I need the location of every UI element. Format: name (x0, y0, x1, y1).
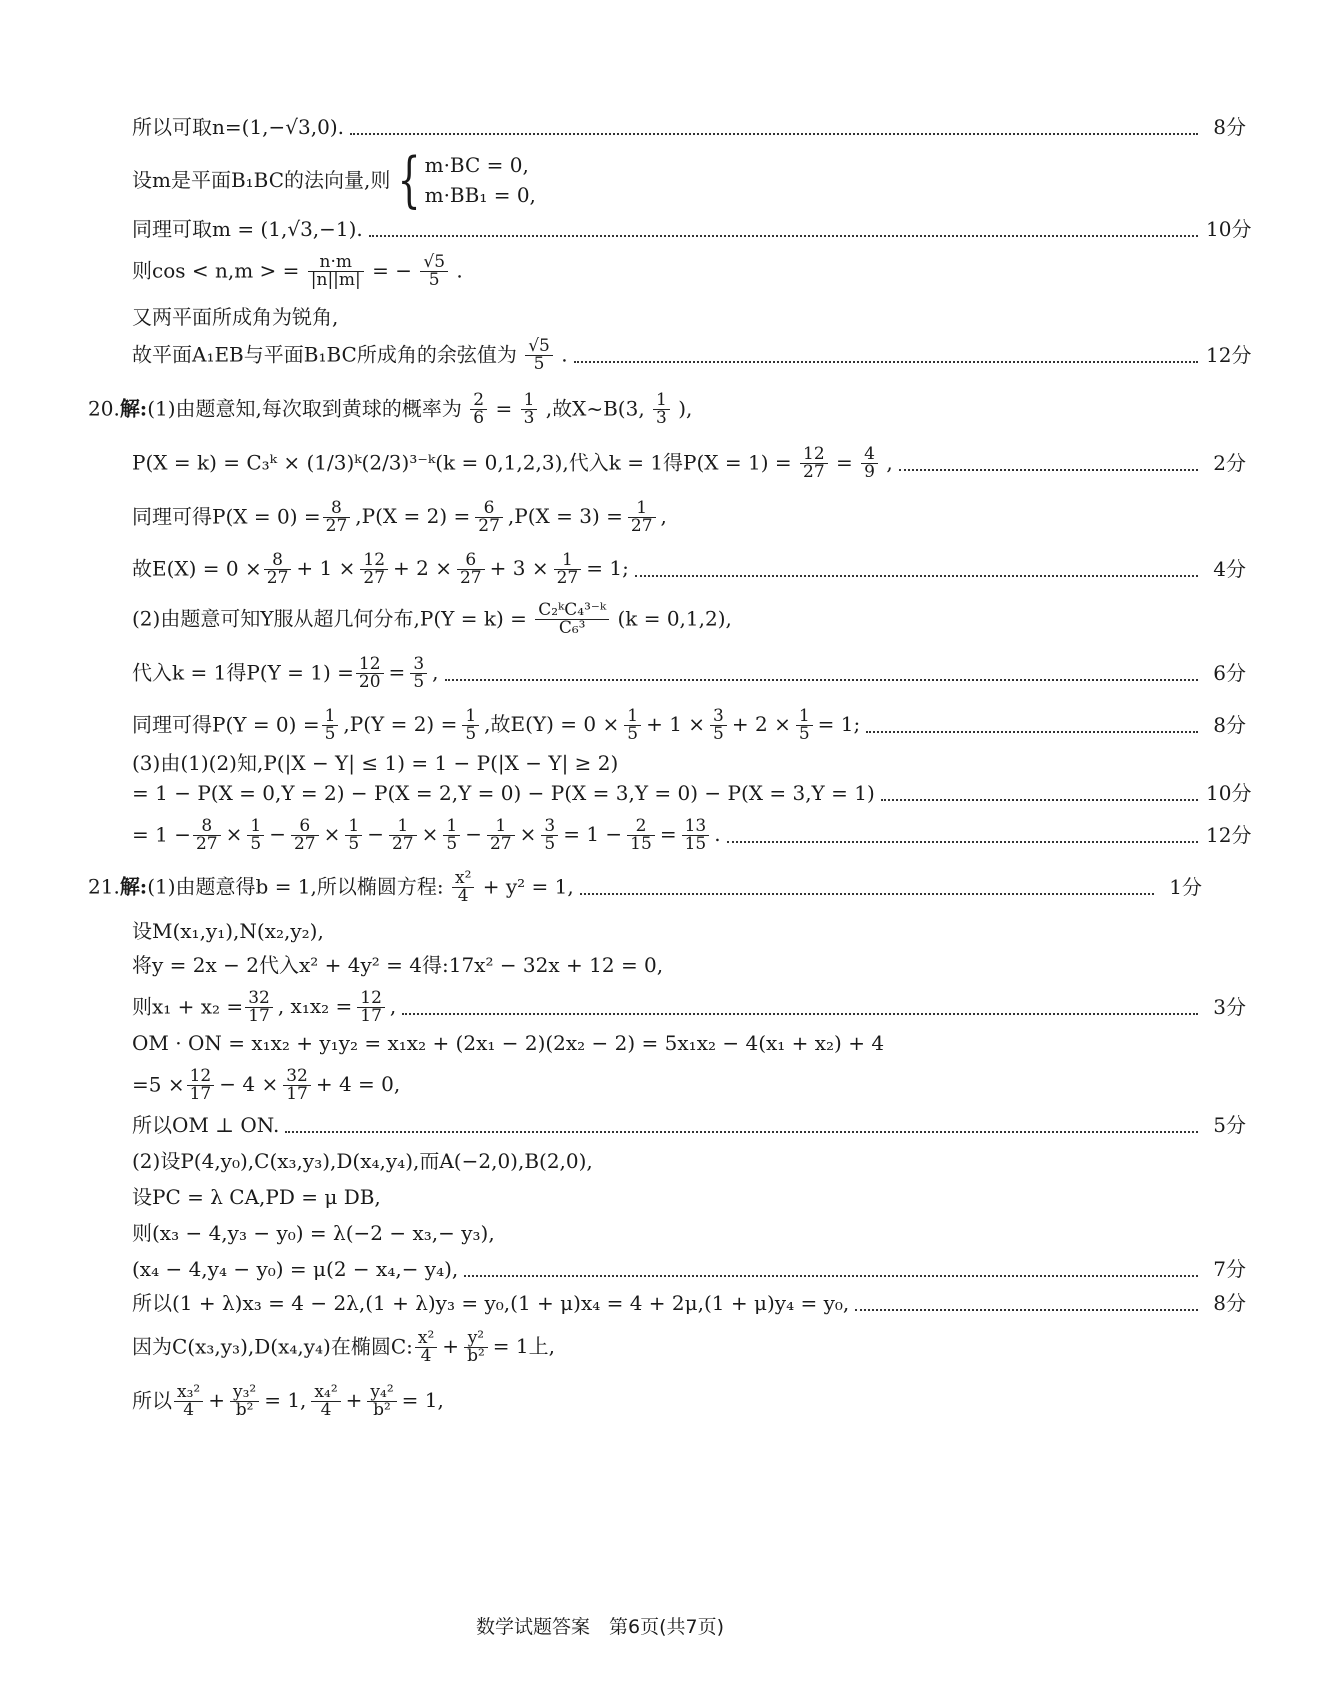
line-end: = 1; (586, 556, 629, 581)
line-3 (0, 218, 1332, 241)
line-end: = 1上, (492, 1334, 555, 1359)
operator: = (388, 660, 406, 685)
dot-leader (855, 1309, 1198, 1311)
line-end: , (660, 504, 667, 529)
fraction (628, 500, 656, 536)
denominator: 5 (446, 834, 458, 854)
line-text: 所以 (132, 1388, 172, 1413)
denominator: 17 (286, 1084, 308, 1104)
dot-leader (580, 893, 1154, 895)
line-text: 同理可取m = (1,√3,−1). (132, 217, 363, 241)
fraction (345, 818, 362, 854)
line-text: (x₄ − 4,y₄ − y₀) = μ(2 − x₄,− y₄), (132, 1257, 459, 1281)
numerator: 32 (283, 1068, 311, 1086)
operator: × (225, 822, 243, 847)
dot-leader (899, 469, 1198, 471)
line-17 (0, 870, 1288, 906)
score: 8分 (1213, 115, 1246, 139)
line-text-mid: ,故X~B(3, (545, 396, 645, 421)
fraction (291, 818, 319, 854)
operator: + (345, 1388, 363, 1413)
question-number: 21. (88, 874, 120, 899)
line-27 (0, 1258, 1332, 1281)
operator: × (323, 822, 341, 847)
line-end: . (561, 342, 568, 367)
denominator: 27 (195, 834, 218, 854)
operator: ,P(Y = 2) = (343, 712, 458, 737)
denominator: 17 (360, 1006, 382, 1026)
fraction (462, 708, 479, 744)
operator: + (208, 1388, 225, 1413)
score: 10分 (1206, 781, 1252, 805)
fraction (247, 818, 264, 854)
numerator: 1 (443, 818, 460, 836)
denominator: b² (467, 1346, 485, 1366)
numerator: 1 (462, 708, 479, 726)
numerator: 12 (187, 1068, 215, 1086)
line-1 (0, 116, 1332, 139)
numerator: 12 (360, 552, 388, 570)
denominator: 27 (266, 568, 289, 588)
numerator: n·m (308, 254, 364, 272)
operator: + 2 × (731, 712, 791, 737)
denominator: 15 (684, 834, 707, 854)
score: 2分 (1213, 451, 1246, 476)
fraction (800, 446, 828, 482)
question-number: 20. (88, 396, 120, 421)
operator: , x₁x₂ = (277, 994, 353, 1019)
numerator: 8 (264, 552, 292, 570)
denominator: 17 (189, 1084, 212, 1104)
fraction (627, 818, 655, 854)
operator: − (269, 822, 286, 847)
solution-label: 解: (119, 874, 148, 899)
system-eq-1: m·BC = 0, (424, 153, 529, 177)
denominator: 27 (630, 516, 653, 536)
numerator: 1 (653, 392, 670, 410)
numerator: 32 (245, 990, 273, 1008)
fraction (193, 818, 221, 854)
denominator: 27 (803, 462, 825, 482)
numerator: 1 (247, 818, 264, 836)
operator: + (442, 1334, 460, 1359)
line-25 (0, 1186, 1332, 1209)
line-text: 所以OM ⊥ ON. (132, 1113, 280, 1137)
line-end: , (389, 994, 397, 1019)
denominator: 5 (324, 724, 336, 744)
fraction (308, 254, 364, 290)
fraction (710, 708, 727, 744)
line-text: (2)由题意可知Y服从超几何分布,P(Y = k) = (132, 606, 527, 631)
score: 12分 (1206, 343, 1252, 368)
dot-leader (635, 575, 1198, 577)
fraction (624, 708, 641, 744)
line-text: 所以(1 + λ)x₃ = 4 − 2λ,(1 + λ)y₃ = y₀,(1 + μ)x₄ = 4 + 2μ,(1 + μ)y₄ = y₀, (132, 1291, 850, 1315)
fraction (356, 656, 384, 692)
line-end: ), (678, 396, 693, 421)
fraction (464, 1330, 488, 1366)
numerator: 1 (624, 708, 641, 726)
numerator: 3 (541, 818, 558, 836)
operator: − (367, 822, 384, 847)
denominator: 27 (293, 834, 316, 854)
fraction (415, 1330, 437, 1366)
line-6 (0, 338, 1332, 374)
denominator: |n||m| (310, 270, 361, 290)
denominator: b² (235, 1400, 254, 1420)
line-21 (0, 1032, 1332, 1055)
line-text: 故平面A₁EB与平面B₁BC所成角的余弦值为 (132, 342, 517, 367)
numerator: y₃² (230, 1384, 259, 1402)
operator: + 2 × (393, 556, 452, 581)
numerator: 12 (356, 656, 384, 674)
line-text: 设M(x₁,y₁),N(x₂,y₂), (132, 919, 324, 943)
fraction (245, 990, 273, 1026)
numerator: √5 (420, 254, 448, 272)
line-end: , (886, 450, 893, 475)
line-end: (k = 0,1,2), (617, 606, 732, 631)
line-26 (0, 1222, 1332, 1245)
fraction (521, 392, 538, 428)
fraction (311, 1384, 340, 1420)
line-text: = 1 − P(X = 0,Y = 2) − P(X = 2,Y = 0) − P(X = 3,Y = 0) − P(X = 3,Y = 1) (132, 781, 875, 805)
numerator: 3 (410, 656, 427, 674)
line-end: , (432, 660, 439, 685)
numerator: 1 (554, 552, 582, 570)
numerator: 1 (345, 818, 362, 836)
fraction (487, 818, 515, 854)
fraction (323, 500, 351, 536)
line-2 (0, 145, 1332, 215)
operator: × (519, 822, 537, 847)
line-text: 因为C(x₃,y₃),D(x₄,y₄)在椭圆C: (132, 1334, 413, 1359)
denominator: 3 (523, 408, 535, 428)
numerator: 2 (627, 818, 655, 836)
denominator: C₆³ (558, 618, 586, 638)
numerator: 1 (487, 818, 515, 836)
line-text: 同理可得P(X = 0) = (132, 504, 321, 529)
dot-leader (881, 799, 1198, 801)
operator: ,P(X = 2) = (355, 504, 471, 529)
score: 12分 (1206, 823, 1252, 848)
line-text: 同理可得P(Y = 0) = (132, 712, 320, 737)
fraction (475, 500, 503, 536)
numerator: 1 (628, 500, 656, 518)
score: 7分 (1213, 1257, 1246, 1281)
dot-leader (866, 731, 1198, 733)
numerator: 1 (322, 708, 339, 726)
numerator: 6 (457, 552, 485, 570)
denominator: 27 (363, 568, 386, 588)
numerator: x₃² (174, 1384, 203, 1402)
dot-leader (445, 679, 1199, 681)
operator: − 4 × (219, 1072, 279, 1097)
fraction (187, 1068, 215, 1104)
line-text: 故E(X) = 0 × (132, 556, 262, 581)
denominator: b² (373, 1400, 391, 1420)
denominator: 5 (348, 834, 360, 854)
fraction (861, 446, 878, 482)
solution-label: 解: (119, 396, 148, 421)
fraction (682, 818, 710, 854)
numerator: 12 (800, 446, 828, 464)
line-text: (3)由(1)(2)知,P(|X − Y| ≤ 1) = 1 − P(|X − Y| ≥ 2) (132, 751, 619, 775)
numerator: 1 (389, 818, 417, 836)
line-16 (0, 818, 1332, 854)
line-15 (0, 782, 1332, 805)
operator: + 1 × (296, 556, 356, 581)
fraction (525, 338, 553, 374)
numerator: y² (464, 1330, 488, 1348)
denominator: 20 (358, 672, 381, 692)
line-18 (0, 920, 1332, 943)
line-text: = 1 − (132, 822, 191, 847)
denominator: 5 (413, 672, 425, 692)
line-20 (0, 990, 1332, 1026)
line-text: 代入k = 1得P(Y = 1) = (132, 660, 354, 685)
line-8 (0, 446, 1332, 482)
denominator: 4 (420, 1346, 432, 1366)
line-30 (0, 1384, 1332, 1420)
numerator: 8 (323, 500, 351, 518)
fraction (457, 552, 485, 588)
operator: + 3 × (489, 556, 549, 581)
fraction (389, 818, 417, 854)
score: 10分 (1206, 217, 1252, 241)
denominator: 5 (428, 270, 440, 290)
denominator: 17 (248, 1006, 270, 1026)
denominator: 5 (544, 834, 556, 854)
line-19 (0, 954, 1332, 977)
brace-icon: { (398, 145, 421, 215)
fraction (264, 552, 292, 588)
denominator: 27 (556, 568, 579, 588)
denominator: 27 (489, 834, 512, 854)
operator: = (495, 396, 513, 421)
line-end: . (714, 822, 721, 847)
fraction (174, 1384, 203, 1420)
score: 4分 (1213, 557, 1246, 582)
dot-leader (574, 361, 1198, 363)
fraction (554, 552, 582, 588)
numerator: 4 (861, 446, 878, 464)
denominator: 27 (459, 568, 482, 588)
fraction (796, 708, 813, 744)
dot-leader (464, 1275, 1198, 1277)
denominator: 4 (457, 886, 469, 906)
fraction (357, 990, 385, 1026)
equation-system (390, 145, 536, 215)
line-28 (0, 1292, 1332, 1315)
denominator: 4 (320, 1400, 332, 1420)
line-end: . (456, 258, 463, 283)
denominator: 9 (864, 462, 875, 482)
numerator: 12 (357, 990, 385, 1008)
operator: ,P(X = 3) = (507, 504, 623, 529)
line-23 (0, 1114, 1332, 1137)
operator: + 1 × (646, 712, 706, 737)
denominator: 15 (630, 834, 652, 854)
line-end: = 1; (817, 712, 861, 737)
numerator: x₄² (311, 1384, 340, 1402)
fraction (230, 1384, 259, 1420)
score: 1分 (1169, 875, 1202, 900)
system-eq-2: m·BB₁ = 0, (424, 183, 536, 207)
numerator: 6 (475, 500, 503, 518)
operator: = (836, 450, 853, 475)
line-7 (0, 392, 1288, 428)
line-5 (0, 306, 1332, 329)
denominator: 27 (325, 516, 348, 536)
fraction (541, 818, 558, 854)
fraction (283, 1068, 311, 1104)
numerator: 1 (521, 392, 538, 410)
score: 5分 (1213, 1113, 1246, 1137)
line-13 (0, 708, 1332, 744)
fraction (470, 392, 487, 428)
numerator: 13 (682, 818, 710, 836)
operator: ,故E(Y) = 0 × (484, 712, 620, 737)
dot-leader (402, 1013, 1198, 1015)
numerator: 3 (710, 708, 727, 726)
operator: × (421, 822, 439, 847)
denominator: 4 (183, 1400, 195, 1420)
fraction (360, 552, 388, 588)
denominator: 5 (798, 724, 810, 744)
numerator: 8 (193, 818, 221, 836)
line-10 (0, 552, 1332, 588)
line-end: = 1, (401, 1388, 444, 1413)
denominator: 5 (465, 724, 477, 744)
fraction (410, 656, 427, 692)
line-text: (2)设P(4,y₀),C(x₃,y₃),D(x₄,y₄),而A(−2,0),B(2,0), (132, 1149, 593, 1173)
numerator: 1 (796, 708, 813, 726)
line-text: 则(x₃ − 4,y₃ − y₀) = λ(−2 − x₃,− y₃), (132, 1221, 495, 1245)
fraction (367, 1384, 396, 1420)
fraction (322, 708, 339, 744)
operator: = 1 − (563, 822, 623, 847)
denominator: 27 (478, 516, 500, 536)
operator: = 1, (264, 1388, 307, 1413)
score: 8分 (1213, 1291, 1246, 1315)
numerator: 6 (291, 818, 319, 836)
line-24 (0, 1150, 1332, 1173)
page-footer: 数学试题答案 第6页(共7页) (475, 1616, 724, 1638)
dot-leader (727, 841, 1198, 843)
operator: = − (372, 258, 412, 283)
numerator: √5 (525, 338, 553, 356)
operator: = (659, 822, 677, 847)
numerator: x² (452, 870, 474, 888)
denominator: 5 (627, 724, 639, 744)
dot-leader (350, 133, 1198, 135)
numerator: y₄² (367, 1384, 396, 1402)
line-text: =5 × (132, 1072, 185, 1097)
score: 3分 (1213, 995, 1246, 1020)
line-end: + y² = 1, (482, 874, 574, 899)
line-text: 设m是平面B₁BC的法向量,则 (132, 167, 391, 192)
line-text: OM · ON = x₁x₂ + y₁y₂ = x₁x₂ + (2x₁ − 2)(2x₂ − 2) = 5x₁x₂ − 4(x₁ + x₂) + 4 (132, 1031, 885, 1055)
line-text: P(X = k) = C₃ᵏ × (1/3)ᵏ(2/3)³⁻ᵏ(k = 0,1,2,3),代入k = 1得P(X = 1) = (132, 450, 792, 475)
score: 8分 (1213, 713, 1246, 738)
line-11 (0, 602, 1332, 638)
line-text: (1)由题意知,每次取到黄球的概率为 (147, 396, 462, 421)
denominator: 6 (473, 408, 485, 428)
fraction (535, 602, 609, 638)
score: 6分 (1213, 661, 1246, 686)
denominator: 27 (391, 834, 414, 854)
denominator: 5 (250, 834, 262, 854)
numerator: x² (415, 1330, 437, 1348)
line-4 (0, 254, 1332, 290)
fraction (443, 818, 460, 854)
line-14 (0, 752, 1332, 775)
line-22 (0, 1068, 1332, 1104)
numerator: C₂ᵏC₄³⁻ᵏ (535, 602, 609, 620)
line-9 (0, 500, 1332, 536)
operator: − (465, 822, 482, 847)
denominator: 5 (533, 354, 545, 374)
line-end: + 4 = 0, (315, 1072, 401, 1097)
line-text: 又两平面所成角为锐角, (132, 305, 339, 329)
line-text: 所以可取n=(1,−√3,0). (132, 115, 344, 139)
dot-leader (369, 235, 1198, 237)
fraction (420, 254, 448, 290)
fraction (452, 870, 474, 906)
line-text: 则x₁ + x₂ = (132, 994, 244, 1019)
line-29 (0, 1330, 1332, 1366)
dot-leader (285, 1131, 1198, 1133)
line-text: 将y = 2x − 2代入x² + 4y² = 4得:17x² − 32x + 12 = 0, (132, 953, 664, 977)
line-12 (0, 656, 1332, 692)
numerator: 2 (470, 392, 487, 410)
denominator: 3 (656, 408, 667, 428)
denominator: 5 (713, 724, 724, 744)
fraction (653, 392, 670, 428)
line-text: 则cos < n,m > = (132, 258, 300, 283)
line-text: (1)由题意得b = 1,所以椭圆方程: (147, 874, 444, 899)
line-text: 设PC = λ CA,PD = μ DB, (132, 1185, 381, 1209)
